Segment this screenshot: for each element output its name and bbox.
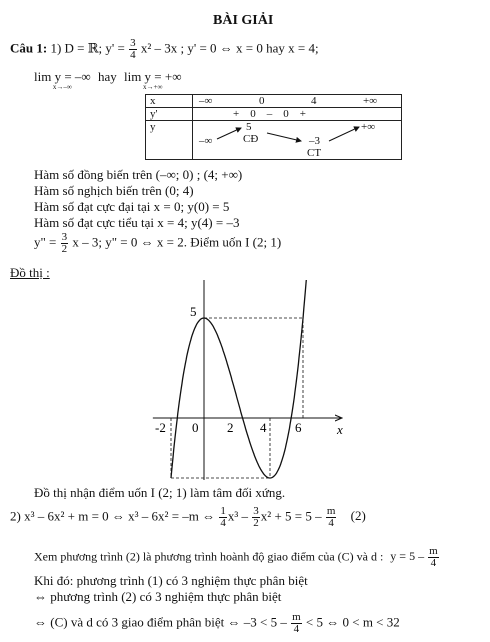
x-minus-inf: –∞: [199, 95, 213, 107]
statement-increasing: Hàm số đồng biến trên (–∞; 0) ; (4; +∞): [34, 167, 243, 182]
consider-line: Xem phương trình (2) là phương trình hoành độ giao điểm của (C) và d : y = 5 – $\frac{m}{4}$: [34, 545, 438, 569]
second-derivative-line: y" = $\frac{3}{2}$ x – 3; y" = 0 ⇔ x = 2. Điểm uốn I (2; 1): [34, 231, 282, 255]
x-four: 4: [311, 95, 317, 107]
y-ct: CT: [307, 147, 322, 159]
question1-line1: [10, 38, 319, 61]
limits-line: [34, 70, 182, 91]
tick-label-6: 6: [295, 420, 302, 435]
equation-tag: (2): [350, 508, 366, 524]
statement-decreasing: Hàm số nghịch biến trên (0; 4): [34, 183, 194, 198]
fraction-m-4-e: $\frac{m}{4}$: [292, 611, 301, 635]
x-axis-label: x: [336, 422, 343, 437]
graph-heading: Đồ thị :: [10, 265, 50, 280]
variation-arrows: [193, 121, 393, 161]
table-yp-row: [193, 108, 402, 121]
x-zero: 0: [259, 95, 265, 107]
equivalence-line-1: ⇔ phương trình (2) có 3 nghiệm thực phân biệt: [34, 589, 282, 604]
then-line: Khi đó: phương trình (1) có 3 nghiệm thực phân biệt: [34, 573, 308, 588]
derivative-domain: 1) D = ℝ; y' =: [50, 40, 125, 56]
table-x-label: x: [146, 95, 193, 108]
y-max: 5: [246, 121, 252, 133]
fraction-1-4: $\frac{1}{4}$: [220, 505, 226, 529]
arrow-up-1: [217, 128, 241, 139]
limits-hay: hay: [97, 69, 117, 84]
statement-maximum: Hàm số đạt cực đại tại x = 0; y(0) = 5: [34, 199, 230, 214]
question2-equation: 2) x³ – 6x² + m = 0 ⇔ x³ – 6x² = –m ⇔ $\frac{1}{4}$ x³ – $\frac{3}{2}$ x² + 5 = 5 – $\frac{m}{4}$ (2): [10, 505, 366, 529]
limit-plus-inf: lim y = +∞ x→+∞: [123, 69, 182, 91]
fraction-3-4: $\frac{3}{4}$: [130, 37, 136, 61]
tick-label-2: 2: [227, 420, 234, 435]
function-graph: [0, 280, 490, 480]
tick-label-4: 4: [260, 420, 267, 435]
table-y-row: [193, 121, 402, 160]
limit-minus-inf: lim y = –∞ x→–∞: [34, 69, 91, 91]
table-x-row: [193, 95, 402, 108]
fraction-3-2b: $\frac{3}{2}$: [253, 505, 259, 529]
tick-label-0: 0: [192, 420, 199, 435]
statement-minimum: Hàm số đạt cực tiểu tại x = 4; y(4) = –3: [34, 215, 240, 230]
question1-label: Câu 1:: [10, 40, 48, 56]
variation-table: [145, 94, 402, 160]
symmetry-note: Đồ thị nhận điểm uốn I (2; 1) làm tâm đối xứng.: [34, 485, 286, 500]
fraction-3-2: $\frac{3}{2}$: [61, 231, 68, 255]
tick-label-m2: -2: [155, 420, 166, 435]
x-plus-inf: +∞: [363, 95, 378, 107]
y-cd: CĐ: [243, 133, 259, 145]
equivalence-line-2: ⇔ (C) và d có 3 giao điểm phân biệt ⇔ –3 < 5 – $\frac{m}{4}$ < 5 ⇔ 0 < m < 32: [34, 611, 400, 635]
y-minus-inf: –∞: [199, 135, 213, 147]
fraction-m-4: $\frac{m}{4}$: [326, 505, 336, 529]
derivative-rest: x² – 3x ; y' = 0 ⇔ x = 0 hay x = 4;: [140, 40, 319, 56]
table-y-label: y: [146, 121, 193, 160]
solution-heading: BÀI GIẢI: [213, 13, 274, 28]
y-plus-inf: +∞: [361, 121, 376, 133]
yp-signs: + 0 – 0 +: [233, 108, 306, 120]
arrow-up-2: [329, 127, 359, 141]
table-yp-label: y': [146, 108, 193, 121]
y-min: –3: [309, 135, 320, 147]
arrow-down: [267, 133, 301, 141]
tick-label-5: 5: [190, 304, 197, 319]
fraction-m-4-d: $\frac{m}{4}$: [429, 545, 438, 569]
